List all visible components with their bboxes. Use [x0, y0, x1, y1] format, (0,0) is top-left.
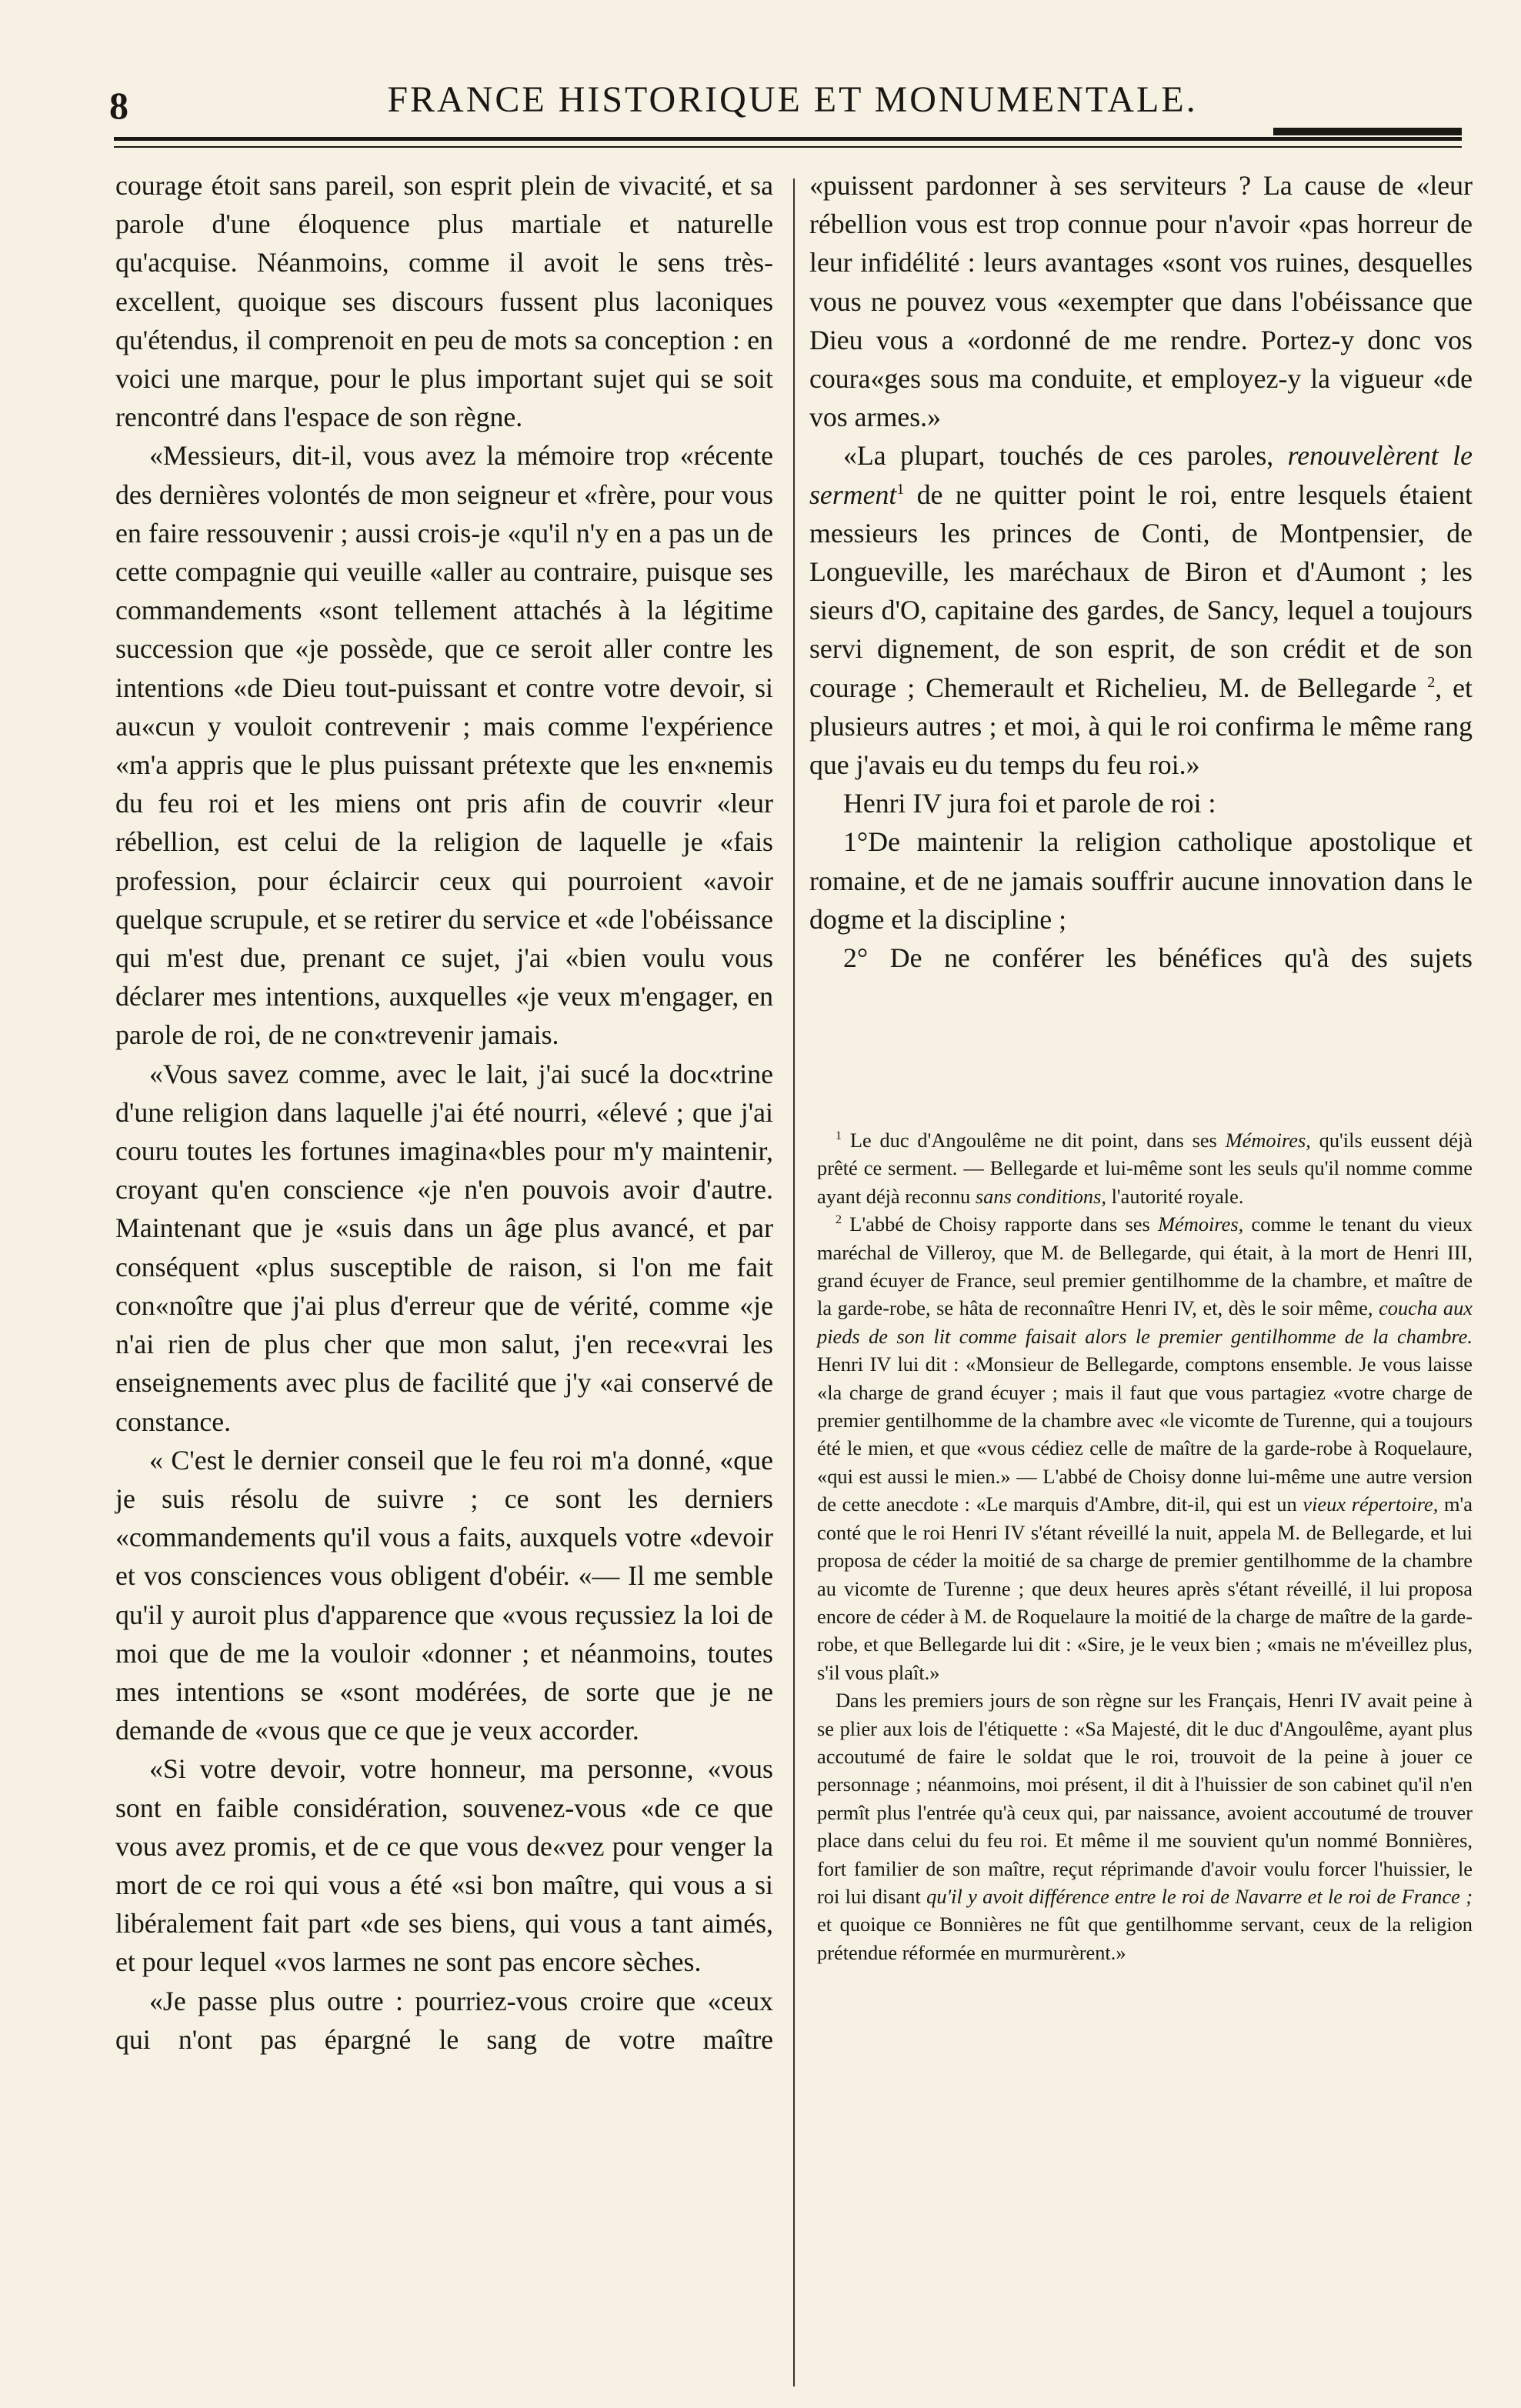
text-run: l'autorité royale. — [1106, 1184, 1244, 1208]
paragraph: «Je passe plus outre : pourriez-vous croire que «ceux qui n'ont pas épargné le sang de votre maître — [115, 1985, 773, 2055]
text-run: Dans les premiers jours de son règne sur les Français, Henri IV avait peine à se plier aux lois de l'étiquette : «Sa Majesté, dit le duc d'Angoulême, ayant plus accoutumé de faire le soldat que le roi, trouvoit de la peine à jouer ce personnage ; néanmoins, moi présent, il dit à l'huissier de son cabinet qu'il n'en permît plus l'entrée qu'à ceux qui, par naissance, avoient accoutumé de trouver place dans celui du feu roi. Et même il me souvient qu'un nommé Bonnières, fort familier de son maître, reçut réprimande d'avoir voulu forcer l'huissier, le roi lui disant — [817, 1689, 1473, 1908]
paragraph — [809, 436, 1473, 784]
header-rule-thin — [114, 146, 1462, 148]
italic-text: renouvelèrent le serment — [809, 440, 1473, 510]
footnotes — [817, 1126, 1473, 1966]
header-rule-thick — [114, 137, 1462, 141]
footnote — [817, 1686, 1473, 1966]
paragraph: Henri IV jura foi et parole de roi : — [843, 788, 1216, 819]
italic-text: coucha aux pieds de son lit comme faisait alors le premier gentilhomme de la chambre. — [817, 1296, 1473, 1348]
paragraph: 2° De ne conférer les bénéfices qu'à des sujets — [843, 942, 1473, 974]
text-run: L'abbé de Choisy rapporte dans ses — [842, 1212, 1159, 1236]
paragraph: «Messieurs, dit-il, vous avez la mémoire trop «récente des dernières volontés de mon seigneur et «frère, pour vous en faire ressouvenir ; aussi crois-je «qu'il n'y en a pas un de cette compagnie qui veuille «aller au contraire, puisque ses commandements «sont tellement attachés à la légitime succession que «je possède, que ce seroit aller contre les intentions «de Dieu tout-puissant et contre votre devoir, si au«cun y vouloit contrevenir ; mais comme l'expérience «m'a appris que le plus puissant prétexte que les en«nemis du feu roi et les miens ont pris afin de couvrir «leur rébellion, est celui de la religion de laquelle je «fais profession, pour éclaircir ceux qui pourroient «avoir quelque scrupule, et se retirer du service et «de l'obéissance qui m'est due, prenant ce sujet, j'ai «bien voulu vous déclarer mes intentions, auxquelles «je veux m'engager, en parole de roi, de ne con«trevenir jamais. — [115, 440, 773, 1051]
italic-text: vieux répertoire, — [1303, 1492, 1439, 1516]
italic-text: Mémoires, — [1158, 1212, 1244, 1236]
header-rule-right — [1273, 128, 1462, 135]
footnote-ref: 1 — [896, 480, 905, 498]
text-run: de ne quitter point le roi, entre lesquels étaient messieurs les princes de Conti, de Montpensier, de Longueville, les maréchaux de Biron et d'Aumont ; les sieurs d'O, capitaine des gardes, de Sancy, lequel a toujours servi dignement, de son esprit, de son crédit et de son courage ; Chemerault et Richelieu, M. de Bellegarde — [809, 479, 1473, 703]
paragraph: « C'est le dernier conseil que le feu roi m'a donné, «que je suis résolu de suivre ; ce sont les derniers «commandements qu'il vous a faits, auxquels votre «devoir et vos consciences vous obligent d'obéir. «— Il me semble qu'il y auroit plus d'apparence que «vous reçussiez la loi de moi que de me la vouloir «donner ; et néanmoins, toutes mes intentions se «sont modérées, de sorte que je ne demande de «vous que ce que je veux accorder. — [115, 1444, 773, 1746]
column-divider — [793, 178, 795, 2386]
footnote-ref: 2 — [1427, 673, 1436, 691]
paragraph: «Si votre devoir, votre honneur, ma personne, «vous sont en faible considération, souvenez-vous «de ce que vous avez promis, et de ce que vous de«vez pour venger la mort de ce roi qui vous a été «si bon maître, qui vous a si libéralement fait part «de ses biens, qui vous a tant aimés, et pour lequel «vos larmes ne sont pas encore sèches. — [115, 1753, 773, 1978]
text-run: m'a conté que le roi Henri IV s'étant réveillé la nuit, appela M. de Bellegarde, et lui proposa de céder la moitié de sa charge de premier gentilhomme de la chambre au vicomte de Turenne ; que deux heures après s'étant réveillé, il lui proposa encore de céder à M. de Roquelaure la moitié de la charge de maître de la garde-robe, et que Bellegarde lui dit : «Sire, je le veux bien ; «mais ne m'éveillez plus, s'il vous plaît.» — [817, 1492, 1473, 1684]
footnote-mark: 1 — [836, 1129, 842, 1143]
page-number: 8 — [109, 84, 129, 127]
text-run: qu'ils eussent déjà prêté ce serment. — Bellegarde et lui-même sont les seuls qu'il nomme comme ayant déjà reconnu — [817, 1129, 1473, 1208]
text-run: comme le tenant du vieux maréchal de Villeroy, que M. de Bellegarde, qui était, à la mort de Henri III, grand écuyer de France, seul premier gentilhomme de la chambre, et maître de la garde-robe, se hâta de reconnaître Henri IV, et, dès le soir même, — [817, 1212, 1473, 1320]
right-column — [809, 166, 1473, 977]
italic-text: qu'il y avoit différence entre le roi de Navarre et le roi de France ; — [926, 1884, 1473, 1908]
text-run: et quoique ce Bonnières ne fût que gentilhomme servant, ceux de la religion prétendue réformée en murmurèrent.» — [817, 1913, 1473, 1964]
paragraph: «puissent pardonner à ses serviteurs ? La cause de «leur rébellion vous est trop connue pour n'avoir «pas horreur de leur infidélité : leurs avantages «sont vos ruines, desquelles vous ne pouvez vous «exempter que dans l'obéissance que Dieu vous a «ordonné de me rendre. Portez-y donc vos coura«ges sous ma conduite, et employez-y la vigueur «de vos armes.» — [809, 170, 1473, 433]
footnote — [817, 1126, 1473, 1210]
text-run: , et plusieurs autres ; et moi, à qui le roi confirma le même rang que j'avais eu du temps du feu roi.» — [809, 672, 1473, 781]
paragraph: «Vous savez comme, avec le lait, j'ai sucé la doc«trine d'une religion dans laquelle j'ai été nourri, «élevé ; que j'ai couru toutes les fortunes imagina«bles pour m'y maintenir, croyant qu'en conscience «je n'en pouvois avoir d'autre. Maintenant que je «suis dans un âge plus avancé, et par conséquent «plus susceptible de raison, si l'on me fait con«noître que j'ai plus d'erreur que de vérité, comme «je n'ai rien de plus cher que mon salut, j'en rece«vrai les enseignements avec plus de facilité que j'y «ai conservé de constance. — [115, 1058, 773, 1437]
footnote — [817, 1210, 1473, 1686]
italic-text: Mémoires, — [1225, 1129, 1311, 1152]
paragraph: courage étoit sans pareil, son esprit plein de vivacité, et sa parole d'une éloquence plus martiale et naturelle qu'acquise. Néanmoins, comme il avoit le sens très-excellent, quoique ses discours fussent plus laconiques qu'étendus, il comprenoit en peu de mots sa conception : en voici une marque, pour le plus important sujet qui se soit rencontré dans l'espace de son règne. — [115, 170, 773, 433]
left-column — [115, 166, 773, 2059]
text-run: Le duc d'Angoulême ne dit point, dans ses — [842, 1129, 1226, 1152]
text-run: Henri IV lui dit : «Monsieur de Bellegarde, comptons ensemble. Je vous laisse «la charge de grand écuyer ; mais il faut que vous partagiez «votre charge de premier gentilhomme de la chambre avec «le vicomte de Turenne, qui a toujours été le mien, et que «vous cédiez celle de maître de la garde-robe à Roquelaure, «qui est aussi le mien.» — L'abbé de Choisy donne lui-même une autre version de cette anecdote : «Le marquis d'Ambre, dit-il, qui est un — [817, 1352, 1473, 1516]
footnote-mark: 2 — [836, 1213, 842, 1227]
running-title: FRANCE HISTORIQUE ET MONUMENTALE. — [387, 79, 1198, 120]
paragraph: 1°De maintenir la religion catholique apostolique et romaine, et de ne jamais souffrir aucune innovation dans le dogme et la discipline ; — [809, 826, 1473, 935]
text-run: «La plupart, touchés de ces paroles, — [843, 440, 1288, 472]
italic-text: sans conditions, — [975, 1184, 1106, 1208]
